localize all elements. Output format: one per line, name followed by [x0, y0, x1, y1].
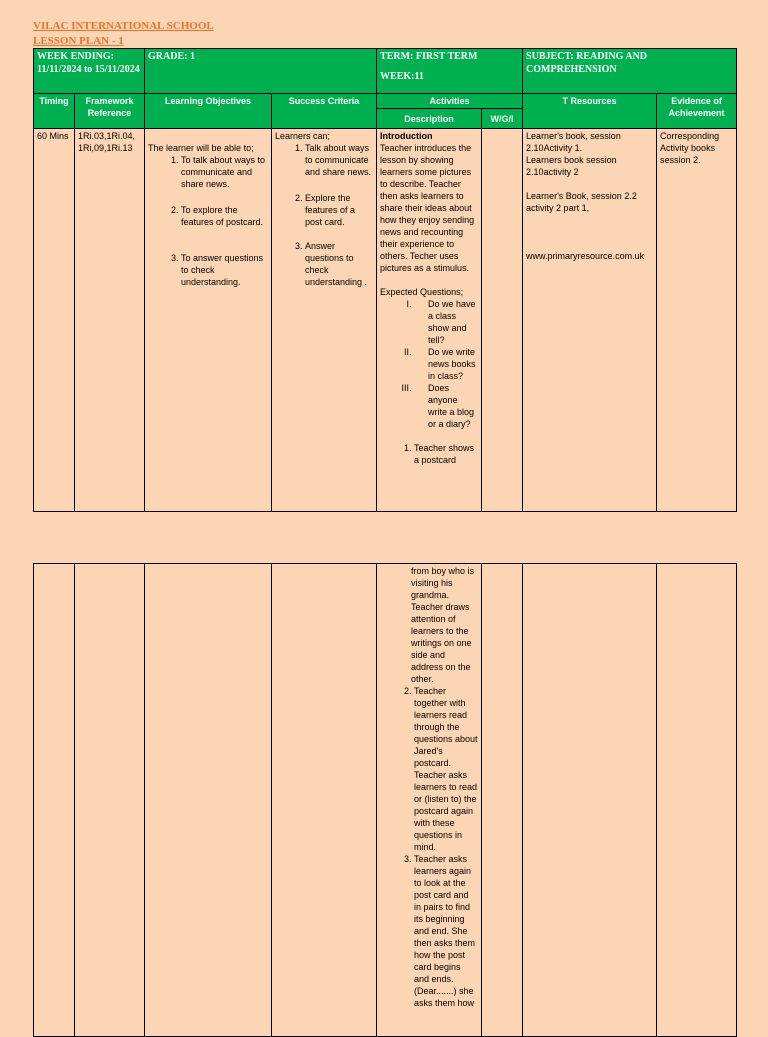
resource-line: Learner's book, session 2.10Activity 1. — [526, 131, 621, 153]
objectives-cell — [145, 129, 272, 512]
grade-cell: GRADE: 1 — [145, 49, 377, 94]
description-cell — [377, 564, 482, 1037]
description-cell — [377, 129, 482, 512]
expected-question: I. Do we have a class show and tell? — [414, 298, 478, 346]
expected-question: II. Do we write news books in class? — [414, 346, 478, 382]
timing-cell: 60 Mins — [34, 129, 75, 512]
resources-cell — [523, 129, 657, 512]
lesson-row — [34, 129, 737, 512]
steps-list — [380, 442, 478, 466]
lesson-row-continued — [34, 564, 737, 1037]
framework-cell — [75, 564, 145, 1037]
term-label: TERM: FIRST TERM — [380, 51, 478, 62]
wgi-cell — [482, 129, 523, 512]
framework-header: Framework Reference — [75, 94, 145, 129]
evidence-header: Evidence of Achievement — [657, 94, 737, 129]
success-item: 1. Talk about ways to communicate and share news. — [305, 142, 373, 178]
success-cell — [272, 129, 377, 512]
lesson-plan-title: LESSON PLAN - 1 — [33, 35, 124, 47]
wgi-header: W/G/I — [482, 109, 523, 129]
activities-header: Activities — [377, 94, 523, 109]
evidence-cell — [657, 564, 737, 1037]
objective-item: 3. To answer questions to check understanding. — [181, 252, 268, 288]
subject-cell: SUBJECT: READING AND COMPREHENSION — [523, 49, 737, 94]
objectives-cell — [145, 564, 272, 1037]
success-header: Success Criteria — [272, 94, 377, 129]
resources-cell — [523, 564, 657, 1037]
step-continuation: from boy who is visiting his grandma. Teacher draws attention of learners to the writings on one side and address on the other. — [411, 566, 475, 684]
school-name: VILAC INTERNATIONAL SCHOOL — [33, 20, 214, 32]
intro-heading: Introduction — [380, 131, 433, 141]
success-intro: Learners can; — [275, 131, 331, 141]
week-ending-cell — [34, 49, 145, 94]
success-item: 2. Explore the features of a post card. — [305, 192, 373, 228]
objectives-header: Learning Objectives — [145, 94, 272, 129]
resource-line: Learner's Book, session 2.2 activity 2 part 1, — [526, 191, 637, 213]
evidence-cell: Corresponding Activity books session 2. — [657, 129, 737, 512]
step-item: 1. Teacher shows a postcard — [414, 442, 478, 466]
lesson-plan-table — [33, 48, 737, 512]
resources-header: T Resources — [523, 94, 657, 129]
steps-list — [380, 685, 478, 1009]
intro-text: Teacher introduces the lesson by showing learners some pictures to describe. Teacher then asks learners to share their ideas about how they enjoy sending news and recounting their experience to others. Techer uses pictures as a stimulus. — [380, 143, 475, 273]
term-cell — [377, 49, 523, 94]
week-ending-value: 11/11/2024 to 15/11/2024 — [37, 64, 140, 75]
info-row — [34, 49, 737, 94]
column-header-row — [34, 94, 737, 109]
step-item: 2. Teacher together with learners read through the questions about Jared's postcard. Teacher asks learners to read or (listen to) the postcard again with these questions in mind. — [414, 685, 478, 853]
week-ending-label: WEEK ENDING: — [37, 51, 114, 62]
objective-item: 1. To talk about ways to communicate and share news. — [181, 154, 268, 190]
timing-cell — [34, 564, 75, 1037]
lesson-plan-table-continued — [33, 563, 737, 1037]
objectives-list — [148, 154, 268, 288]
week-label: WEEK:11 — [380, 71, 424, 82]
objective-item: 2. To explore the features of postcard. — [181, 204, 268, 228]
objectives-intro: The learner will be able to; — [148, 143, 254, 153]
wgi-cell — [482, 564, 523, 1037]
expected-questions-list — [380, 298, 478, 430]
expected-question: III. Does anyone write a blog or a diary? — [414, 382, 478, 430]
success-cell — [272, 564, 377, 1037]
expected-questions-label: Expected Questions; — [380, 287, 464, 297]
step-item: 3. Teacher asks learners again to look at the post card and in pairs to find its beginning and end. She then asks them how the post card begins and ends. (Dear.......) she asks them how — [414, 853, 478, 1009]
success-list — [275, 142, 373, 288]
framework-cell: 1Ri.03,1Ri.04, 1Ri,09,1Ri.13 — [75, 129, 145, 512]
timing-header: Timing — [34, 94, 75, 129]
description-header: Description — [377, 109, 482, 129]
resource-line: Learners book session 2.10activity 2 — [526, 155, 617, 177]
resource-link[interactable]: www.primaryresource.com.uk — [526, 251, 645, 261]
success-item: 3. Answer questions to check understanding . — [305, 240, 373, 288]
